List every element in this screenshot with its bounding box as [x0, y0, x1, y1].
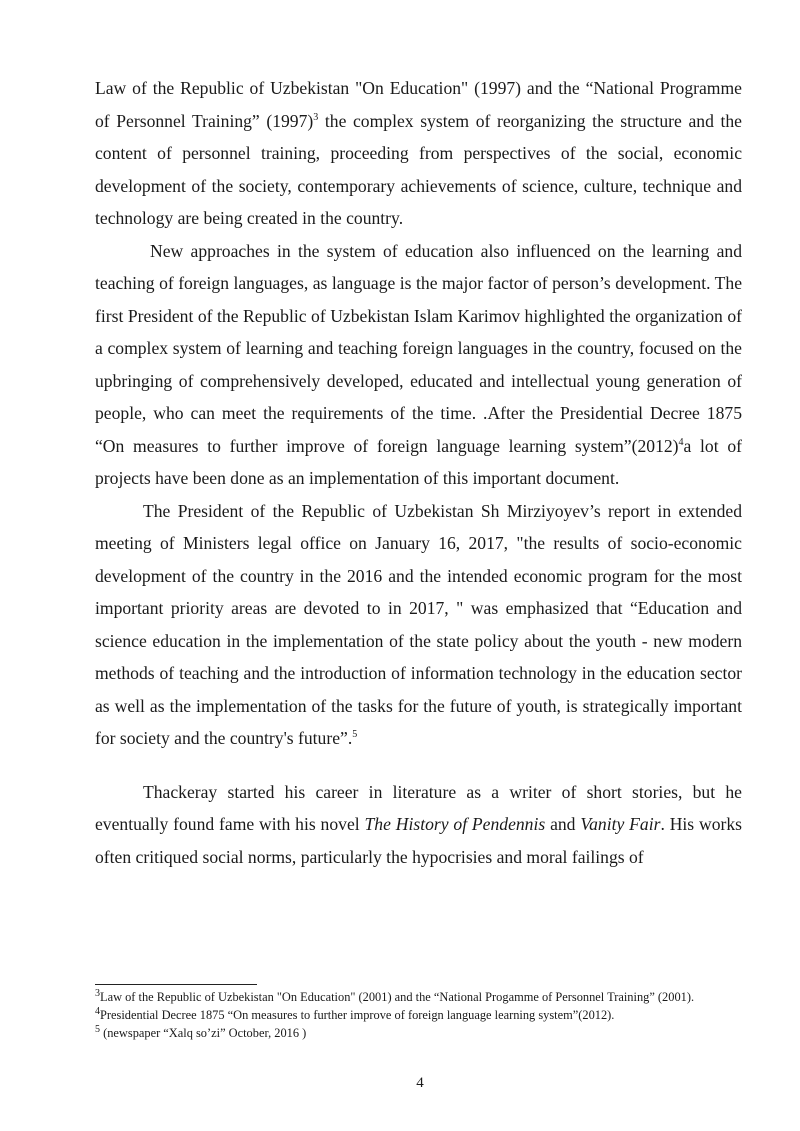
footnote	[95, 1025, 742, 1041]
page-number: 4	[416, 1075, 424, 1091]
paragraph-text: Thackeray started his career in literature as a writer of short stories, but he eventually found fame with his novel	[95, 781, 742, 834]
body-text	[95, 72, 742, 873]
footnote	[95, 1007, 742, 1023]
book-title: The History of Pendennis	[364, 814, 546, 834]
footnote-divider	[95, 984, 257, 985]
paragraph-text: New approaches in the system of education also influenced on the learning and teaching of foreign languages, as language is the major factor of person’s development. The first President of the Republic of Uzbekistan Islam Karimov highlighted the organization of a complex system of learning and teaching foreign languages in the country, focused on the upbringing of comprehensively developed, educated and intellectual young generation of people, who can meet the requirements of the time. .After the Presidential Decree 1875 “On measures to further improve of foreign language learning system”(2012)	[95, 240, 742, 456]
paragraph	[95, 495, 742, 755]
footnote-number: 4	[95, 1005, 100, 1017]
footnote-ref[interactable]: 4	[678, 436, 684, 448]
footnote-text: Law of the Republic of Uzbekistan "On Education" (2001) and the “National Progamme of Personnel Training” (2001).	[100, 990, 695, 1004]
paragraph-text: Law of the Republic of Uzbekistan "On Education" (1997) and the “National Programme of Personnel Training” (1997)	[95, 78, 742, 131]
footnote-text: (newspaper “Xalq so’zi” October, 2016 )	[100, 1026, 307, 1040]
paragraph-text: . His works often critiqued social norms, particularly the hypocrisies and moral failings of	[95, 814, 742, 867]
footnote	[95, 989, 742, 1005]
paragraph	[95, 776, 742, 874]
paragraph-text: a lot of projects have been done as an implementation of this important document.	[95, 435, 742, 488]
paragraph	[95, 235, 742, 495]
footnote-text: Presidential Decree 1875 “On measures to further improve of foreign language learning system”(2012).	[100, 1008, 615, 1022]
book-title: Vanity Fair	[580, 814, 661, 834]
paragraph-text: The President of the Republic of Uzbekistan Sh Mirziyoyev’s report in extended meeting of Ministers legal office on January 16, 2017, "the results of socio-economic development of the country in the 2016 and the intended economic program for the most important priority areas are devoted to in 2017, " was emphasized that “Education and science education in the implementation of the state policy about the youth - new modern methods of teaching and the introduction of information technology in the education sector as well as the implementation of the tasks for the future of youth, is strategically important for society and the country's future”.	[95, 500, 742, 748]
footnote-ref[interactable]: 3	[313, 111, 319, 123]
footnote-number: 5	[95, 1023, 100, 1035]
paragraph	[95, 72, 742, 235]
paragraph-text: and	[545, 814, 581, 834]
footnote-number: 3	[95, 987, 100, 999]
footnote-ref[interactable]: 5	[352, 729, 358, 741]
paragraph-text: the complex system of reorganizing the structure and the content of personnel training, proceeding from perspectives of the social, economic development of the society, contemporary achievements of science, culture, technique and technology are being created in the country.	[95, 110, 742, 228]
footnotes	[95, 989, 742, 1043]
